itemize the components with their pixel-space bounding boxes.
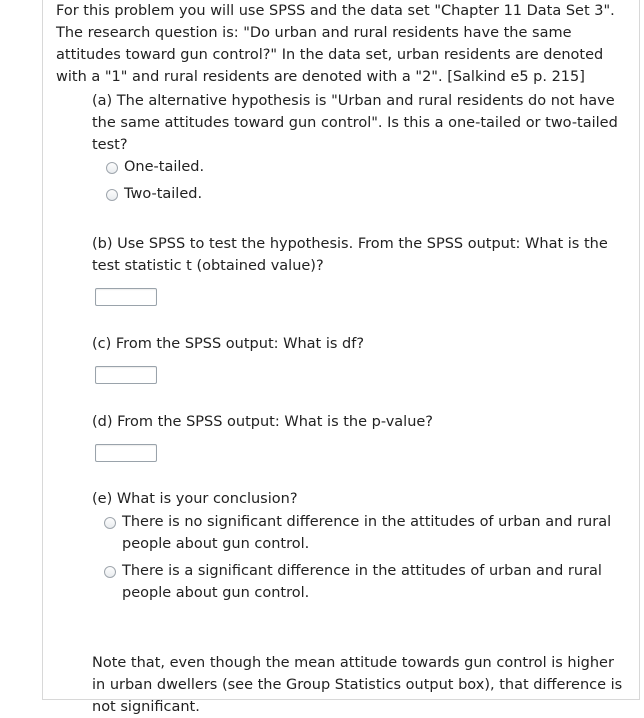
option-no-significant-difference[interactable] xyxy=(104,511,628,555)
radio-button[interactable] xyxy=(106,189,118,201)
radio-button[interactable] xyxy=(106,162,118,174)
option-label: Two-tailed. xyxy=(124,186,203,202)
radio-button[interactable] xyxy=(104,517,116,529)
p-value-input[interactable] xyxy=(95,444,157,462)
part-d-question: (d) From the SPSS output: What is the p-value? xyxy=(92,414,434,430)
part-e-question: (e) What is your conclusion? xyxy=(92,491,298,507)
note-text: Note that, even though the mean attitude towards gun control is higher in urban dwellers (see the Group Statistics output box), that difference is not significant. xyxy=(92,655,623,715)
question-content xyxy=(56,0,628,718)
df-input[interactable] xyxy=(95,366,157,384)
option-one-tailed[interactable] xyxy=(106,156,628,178)
option-label: There is a significant difference in the attitudes of urban and rural people about gun control. xyxy=(122,563,602,601)
part-a-question: (a) The alternative hypothesis is "Urban and rural residents do not have the same attitudes toward gun control". Is this a one-tailed or two-tailed test? xyxy=(92,93,618,153)
option-label: There is no significant difference in the attitudes of urban and rural people about gun control. xyxy=(122,514,612,552)
part-c-question: (c) From the SPSS output: What is df? xyxy=(92,336,365,352)
option-label: One-tailed. xyxy=(124,159,205,175)
part-b-question: (b) Use SPSS to test the hypothesis. From the SPSS output: What is the test statistic t (obtained value)? xyxy=(92,236,608,274)
t-statistic-input[interactable] xyxy=(95,288,157,306)
option-two-tailed[interactable] xyxy=(106,183,628,205)
problem-intro: For this problem you will use SPSS and the data set "Chapter 11 Data Set 3". The research question is: "Do urban and rural residents have the same attitudes toward gun control?" In the data set, urban residents are denoted with a "1" and rural residents are denoted with a "2". [Salkind e5 p. 215] xyxy=(56,3,615,85)
radio-button[interactable] xyxy=(104,566,116,578)
option-significant-difference[interactable] xyxy=(104,560,628,604)
